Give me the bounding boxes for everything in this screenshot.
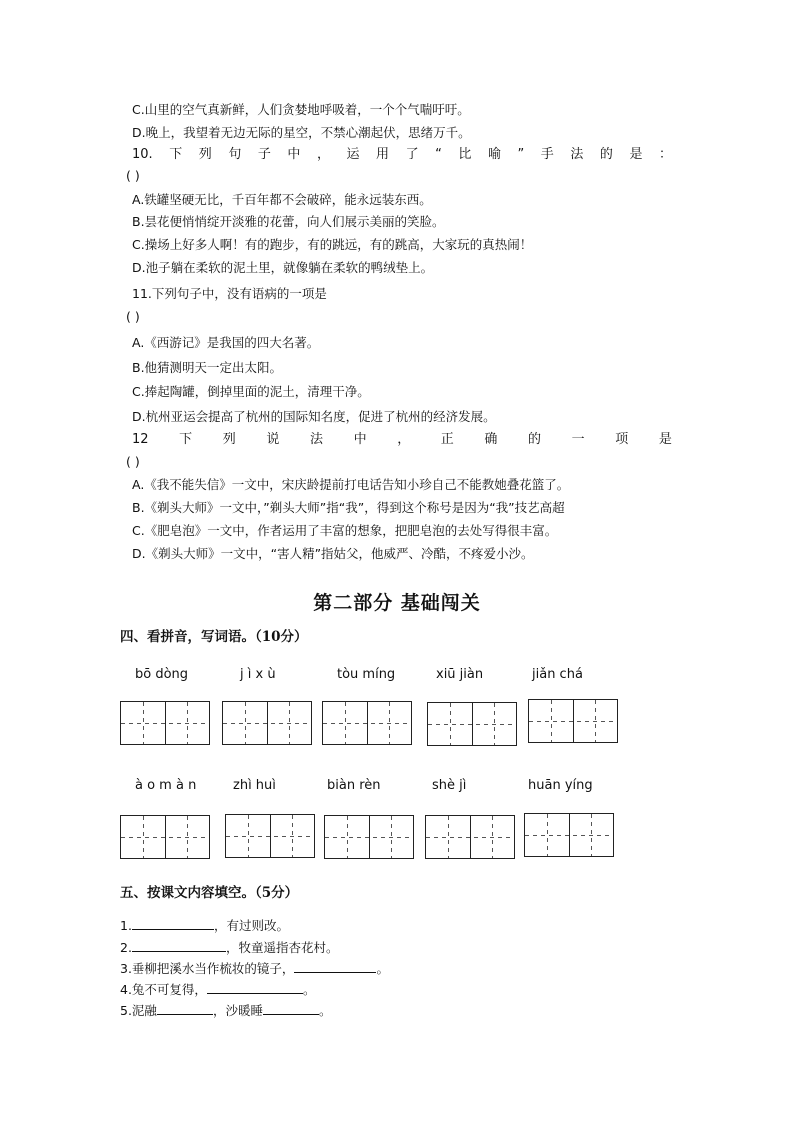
- writing-box-8[interactable]: [324, 815, 414, 859]
- pinyin-4: xiū jiàn: [436, 667, 484, 682]
- q12-stem-char: 项: [615, 432, 629, 447]
- q12-stem-char: 一: [571, 432, 585, 447]
- q10-stem-char: 是: [629, 147, 643, 162]
- pinyin-5: jiǎn chá: [532, 667, 583, 682]
- q11-option-c: C.捧起陶罐，倒掉里面的泥土，清理干净。: [132, 384, 370, 399]
- fill-blank-1[interactable]: [132, 917, 214, 930]
- fill-item-5-end: 。: [318, 1003, 332, 1018]
- q10-option-c: C.操场上好多人啊！有的跑步，有的跳远，有的跳高，大家玩的真热闹！: [132, 237, 533, 252]
- q10-answer-paren: ( ): [126, 168, 140, 183]
- fill-item-1-text: ，有过则改。: [213, 918, 289, 933]
- writing-box-4[interactable]: [427, 702, 517, 746]
- writing-box-1[interactable]: [120, 701, 210, 745]
- q10-stem-char: 手: [540, 147, 554, 162]
- q10-stem-char: ”: [517, 147, 525, 162]
- q10-stem-char: 法: [570, 147, 584, 162]
- section4-heading: 四、看拼音，写词语。（10分）: [120, 629, 308, 645]
- q12-option-d: D.《剃头大师》一文中，“害人精”指姑父，他威严、冷酷，不疼爱小沙。: [132, 546, 534, 561]
- q12-answer-paren: ( ): [126, 454, 140, 469]
- q10-stem-char: “: [435, 147, 442, 162]
- fill-item-4-text: 4.兔不可复得，: [120, 982, 207, 997]
- q12-stem-char: 的: [528, 432, 542, 447]
- q10-stem-char: ：: [658, 147, 672, 162]
- q12-option-b: B.《剃头大师》一文中，”剃头大师”指“我”，得到这个称号是因为“我”技艺高超: [132, 500, 565, 515]
- q11-option-d: D.杭州亚运会提高了杭州的国际知名度，促进了杭州的经济发展。: [132, 409, 496, 424]
- writing-box-5[interactable]: [528, 699, 618, 743]
- q12-stem-char: ，: [397, 432, 411, 447]
- q12-stem-char: 确: [484, 432, 498, 447]
- q10-stem-char: 句: [228, 147, 242, 162]
- q12-stem-char: 法: [309, 432, 323, 447]
- q12-stem-char: 是: [658, 432, 672, 447]
- q12-option-c: C.《肥皂泡》一文中，作者运用了丰富的想象，把肥皂泡的去处写得很丰富。: [132, 523, 558, 538]
- writing-box-7[interactable]: [225, 814, 315, 858]
- q12-stem: [132, 432, 672, 448]
- q12-stem-char: 中: [353, 432, 367, 447]
- q10-stem-char: 下: [169, 147, 183, 162]
- fill-item-2: [120, 939, 338, 956]
- writing-box-9[interactable]: [425, 815, 515, 859]
- part2-title: 第二部分 基础闯关: [313, 592, 481, 614]
- writing-box-2[interactable]: [222, 701, 312, 745]
- writing-box-10[interactable]: [524, 813, 614, 857]
- q10-stem-char: 了: [405, 147, 419, 162]
- fill-blank-3[interactable]: [294, 960, 376, 973]
- q12-stem-char: 正: [440, 432, 454, 447]
- q10-stem-char: 喻: [487, 147, 501, 162]
- fill-item-2-text: ，牧童遥指杏花村。: [225, 940, 339, 955]
- section5-heading: 五、按课文内容填空。（5分）: [120, 885, 299, 901]
- q10-stem-char: 子: [257, 147, 271, 162]
- q10-option-b: B.昙花便悄悄绽开淡雅的花蕾，向人们展示美丽的笑脸。: [132, 214, 445, 229]
- pinyin-3: tòu míng: [337, 667, 396, 682]
- q10-stem-char: 10.: [132, 147, 153, 162]
- q11-stem: 11.下列句子中，没有语病的一项是: [132, 286, 327, 301]
- fill-item-5-text: 5.泥融: [120, 1003, 157, 1018]
- q12-option-a: A.《我不能失信》一文中，宋庆龄提前打电话告知小珍自己不能教她叠花篮了。: [132, 477, 570, 492]
- q10-option-a: A.铁罐坚硬无比，千百年都不会破碎，能永远装东西。: [132, 192, 432, 207]
- fill-item-5-mid: ，沙暖睡: [212, 1003, 263, 1018]
- pinyin-6: à o m à n: [135, 778, 197, 793]
- fill-item-1-prefix: 1.: [120, 918, 132, 933]
- fill-blank-5b[interactable]: [263, 1002, 319, 1015]
- writing-box-3[interactable]: [322, 701, 412, 745]
- pinyin-2: j ì x ù: [240, 667, 276, 682]
- q11-option-b: B.他猜测明天一定出太阳。: [132, 360, 283, 375]
- pinyin-10: huān yíng: [528, 778, 593, 793]
- q9-option-d: D.晚上，我望着无边无际的星空，不禁心潮起伏，思绪万千。: [132, 125, 471, 140]
- pinyin-7: zhì huì: [233, 778, 276, 793]
- q12-stem-char: 列: [222, 432, 236, 447]
- writing-box-6[interactable]: [120, 815, 210, 859]
- fill-blank-4[interactable]: [207, 981, 303, 994]
- pinyin-8: biàn rèn: [327, 778, 381, 793]
- pinyin-9: shè jì: [432, 778, 467, 793]
- q11-answer-paren: ( ): [126, 309, 140, 324]
- q10-stem-char: 列: [198, 147, 212, 162]
- q10-stem-char: ，: [316, 147, 330, 162]
- fill-item-4: [120, 981, 315, 998]
- fill-blank-5a[interactable]: [157, 1002, 213, 1015]
- q10-option-d: D.池子躺在柔软的泥土里，就像躺在柔软的鸭绒垫上。: [132, 260, 434, 275]
- q10-stem-char: 比: [458, 147, 472, 162]
- fill-item-3-text: 3.垂柳把溪水当作梳妆的镜子，: [120, 961, 295, 976]
- q10-stem-char: 中: [287, 147, 301, 162]
- q10-stem-char: 运: [346, 147, 360, 162]
- fill-blank-2[interactable]: [132, 939, 226, 952]
- fill-item-4-end: 。: [302, 982, 316, 997]
- q12-stem-char: 12: [132, 432, 149, 447]
- q12-stem-char: 下: [179, 432, 193, 447]
- q10-stem: [132, 147, 672, 163]
- fill-item-3: [120, 960, 389, 977]
- q12-stem-char: 说: [266, 432, 280, 447]
- pinyin-1: bō dòng: [135, 667, 189, 682]
- q10-stem-char: 用: [376, 147, 390, 162]
- q11-option-a: A.《西游记》是我国的四大名著。: [132, 335, 320, 350]
- q10-stem-char: 的: [599, 147, 613, 162]
- fill-item-1: [120, 917, 289, 934]
- q9-option-c: C.山里的空气真新鲜，人们贪婪地呼吸着，一个个气喘吁吁。: [132, 102, 470, 117]
- fill-item-2-prefix: 2.: [120, 940, 132, 955]
- fill-item-5: [120, 1002, 331, 1019]
- fill-item-3-end: 。: [376, 961, 389, 976]
